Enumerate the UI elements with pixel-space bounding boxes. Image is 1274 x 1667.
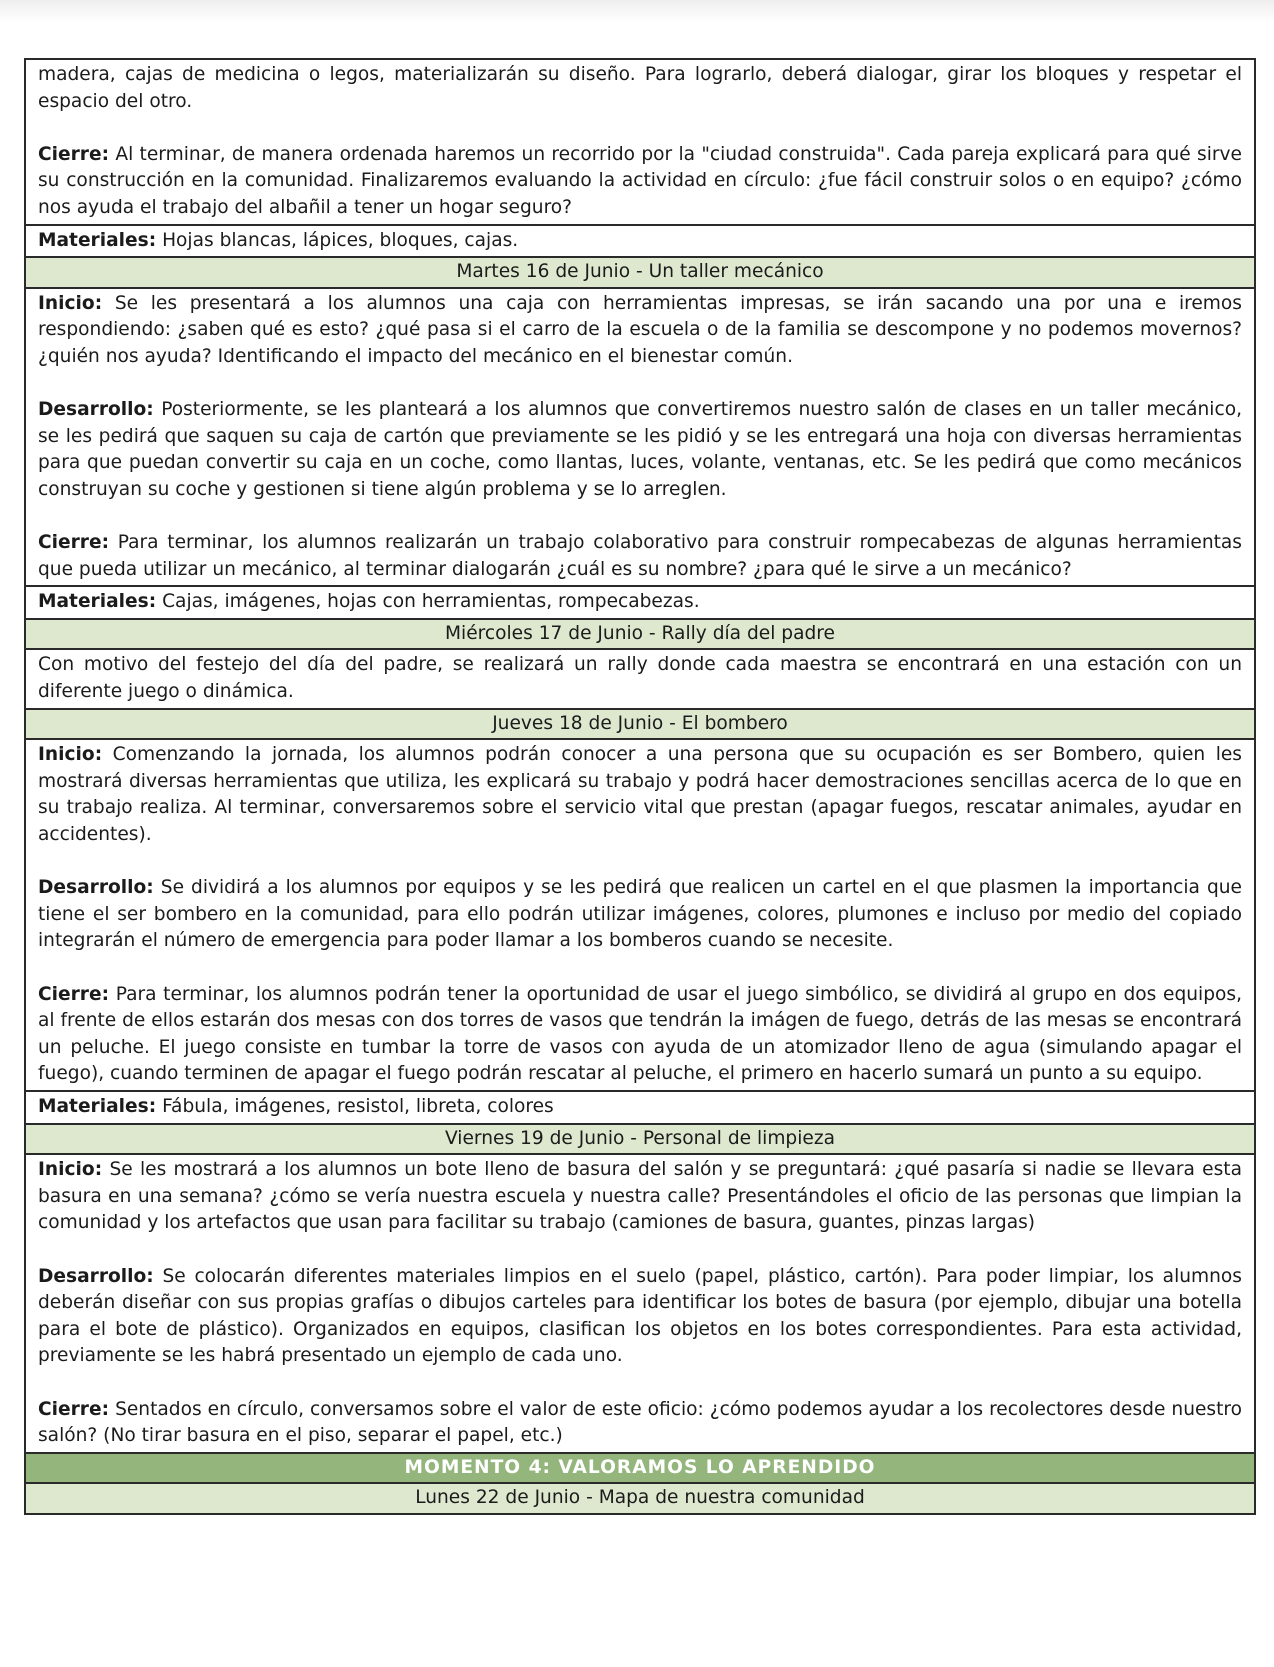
day-header-martes: Martes 16 de Junio - Un taller mecánico: [25, 257, 1255, 288]
cierre-text: Sentados en círculo, conversamos sobre el valor de este oficio: ¿cómo podemos ayudar a los recolectores desde nuestro salón? (No tirar basura en el piso, separar el papel, etc.): [38, 1398, 1243, 1447]
table-row: [25, 1124, 1255, 1155]
materials-label: Materiales:: [38, 1095, 157, 1117]
page-top-shadow: [0, 0, 1274, 22]
cierre-label: Cierre:: [38, 1398, 110, 1420]
table-row: [25, 619, 1255, 650]
inicio-text: Comenzando la jornada, los alumnos podrán conocer a una persona que su ocupación es ser Bombero, quien les mostrará diversas herramientas que utiliza, les explicará su trabajo y podrá hacer demostraciones sencillas acerca de lo que en su trabajo realiza. Al terminar, conversaremos sobre el servicio vital que prestan (apagar fuegos, rescatar animales, ayudar en accidentes).: [38, 744, 1242, 846]
day-header-miercoles: Miércoles 17 de Junio - Rally día del padre: [25, 619, 1255, 650]
inicio-text: Se les presentará a los alumnos una caja con herramientas impresas, se irán sacando una por una e iremos respondiendo: ¿saben qué es esto? ¿qué pasa si el carro de la escuela o de la familia se descompone y no podemos movernos? ¿quién nos ayuda? Identificando el impacto del mecánico en el bienestar común.: [38, 292, 1242, 367]
table-row: [25, 586, 1255, 619]
inicio-label: Inicio:: [38, 744, 103, 766]
cierre-paragraph: [38, 982, 1242, 1088]
desarrollo-label: Desarrollo:: [38, 1265, 154, 1287]
table-row: [25, 225, 1255, 258]
activity-cell-constructor-continued: [25, 59, 1255, 225]
table-row: [25, 1154, 1255, 1453]
table-row: [25, 1091, 1255, 1124]
materials-text: Cajas, imágenes, hojas con herramientas, rompecabezas.: [162, 591, 700, 613]
cierre-paragraph: [38, 530, 1242, 583]
table-row: [25, 59, 1255, 225]
table-row: [25, 709, 1255, 740]
activity-cell-taller-mecanico: [25, 288, 1255, 587]
inicio-paragraph: [38, 291, 1242, 371]
table-row: [25, 739, 1255, 1091]
day-header-lunes: Lunes 22 de Junio - Mapa de nuestra comunidad: [25, 1483, 1255, 1514]
cierre-text: Para terminar, los alumnos realizarán un trabajo colaborativo para construir rompecabezas de algunas herramientas que pueda utilizar un mecánico, al terminar dialogarán ¿cuál es su nombre? ¿para qué le sirve a un mecánico?: [38, 532, 1242, 580]
desarrollo-paragraph: [38, 397, 1242, 503]
table-row: [25, 257, 1255, 288]
cierre-paragraph: [38, 142, 1242, 222]
activity-cell-limpieza: [25, 1154, 1255, 1453]
cierre-label: Cierre:: [38, 143, 110, 165]
lesson-plan-table: [24, 58, 1256, 1515]
materials-text: Fábula, imágenes, resistol, libreta, colores: [162, 1095, 554, 1117]
materials-label: Materiales:: [38, 591, 157, 613]
paragraph: madera, cajas de medicina o legos, materializarán su diseño. Para lograrlo, deberá dialogar, girar los bloques y respetar el espacio del otro.: [38, 64, 1242, 112]
cierre-paragraph: [38, 1397, 1242, 1450]
desarrollo-paragraph: [38, 1264, 1242, 1370]
cierre-label: Cierre:: [38, 983, 110, 1005]
materials-cell: [25, 1091, 1255, 1124]
activity-cell-bombero: [25, 739, 1255, 1091]
table-row: [25, 1483, 1255, 1514]
moment-header: MOMENTO 4: VALORAMOS LO APRENDIDO: [25, 1453, 1255, 1484]
activity-cell-rally: Con motivo del festejo del día del padre, se realizará un rally donde cada maestra se encontrará en una estación con un diferente juego o dinámica.: [25, 649, 1255, 708]
table-row: [25, 288, 1255, 587]
inicio-label: Inicio:: [38, 1159, 103, 1181]
inicio-paragraph: [38, 1157, 1242, 1237]
desarrollo-text: Se colocarán diferentes materiales limpios en el suelo (papel, plástico, cartón). Para poder limpiar, los alumnos deberán diseñar con sus propias grafías o dibujos carteles para identificar los botes de basura (por ejemplo, dibujar una botella para el bote de plástico). Organizados en equipos, clasifican los objetos en los botes correspondientes. Para esta actividad, previamente se les habrá presentado un ejemplo de cada uno.: [38, 1265, 1242, 1367]
cierre-label: Cierre:: [38, 532, 110, 554]
desarrollo-text: Se dividirá a los alumnos por equipos y se les pedirá que realicen un cartel en el que plasmen la importancia que tiene el ser bombero en la comunidad, para ello podrán utilizar imágenes, colores, plumones e incluso por medio del copiado integrarán el número de emergencia para poder llamar a los bomberos cuando se necesite.: [38, 877, 1242, 952]
table-row: [25, 649, 1255, 708]
table-row: [25, 1453, 1255, 1484]
materials-cell: [25, 225, 1255, 258]
materials-text: Hojas blancas, lápices, bloques, cajas.: [162, 229, 519, 251]
inicio-text: Se les mostrará a los alumnos un bote lleno de basura del salón y se preguntará: ¿qué pasaría si nadie se llevara esta basura en una semana? ¿cómo se vería nuestra escuela y nuestra calle? Presentándoles el oficio de las personas que limpian la comunidad y los artefactos que usan para facilitar su trabajo (camiones de basura, guantes, pinzas largas): [38, 1159, 1242, 1234]
desarrollo-label: Desarrollo:: [38, 399, 154, 421]
desarrollo-label: Desarrollo:: [38, 877, 154, 899]
materials-label: Materiales:: [38, 229, 157, 251]
cierre-text: Al terminar, de manera ordenada haremos un recorrido por la "ciudad construida". Cada pareja explicará para qué sirve su construcción en la comunidad. Finalizaremos evaluando la actividad en círculo: ¿fue fácil construir solos o en equipo? ¿cómo nos ayuda el trabajo del albañil a tener un hogar seguro?: [38, 143, 1243, 218]
cierre-text: Para terminar, los alumnos podrán tener la oportunidad de usar el juego simbólico, se dividirá al grupo en dos equipos, al frente de ellos estarán dos mesas con dos torres de vasos que tendrán la imágen de fuego, detrás de las mesas se encontrará un peluche. El juego consiste en tumbar la torre de vasos con ayuda de un atomizador lleno de agua (simulando apagar el fuego), cuando terminen de apagar el fuego podrán rescatar al peluche, el primero en hacerlo sumará un punto a su equipo.: [38, 983, 1242, 1085]
inicio-paragraph: [38, 742, 1242, 848]
desarrollo-paragraph: [38, 875, 1242, 955]
inicio-label: Inicio:: [38, 292, 103, 314]
day-header-viernes: Viernes 19 de Junio - Personal de limpieza: [25, 1124, 1255, 1155]
desarrollo-text: Posteriormente, se les planteará a los alumnos que convertiremos nuestro salón de clases en un taller mecánico, se les pedirá que saquen su caja de cartón que previamente se les pidió y se les entregará una hoja con diversas herramientas para que puedan convertir su caja en un coche, como llantas, luces, volante, ventanas, etc. Se les pedirá que como mecánicos construyan su coche y gestionen si tiene algún problema y se lo arreglen.: [38, 399, 1242, 500]
day-header-jueves: Jueves 18 de Junio - El bombero: [25, 709, 1255, 740]
materials-cell: [25, 586, 1255, 619]
